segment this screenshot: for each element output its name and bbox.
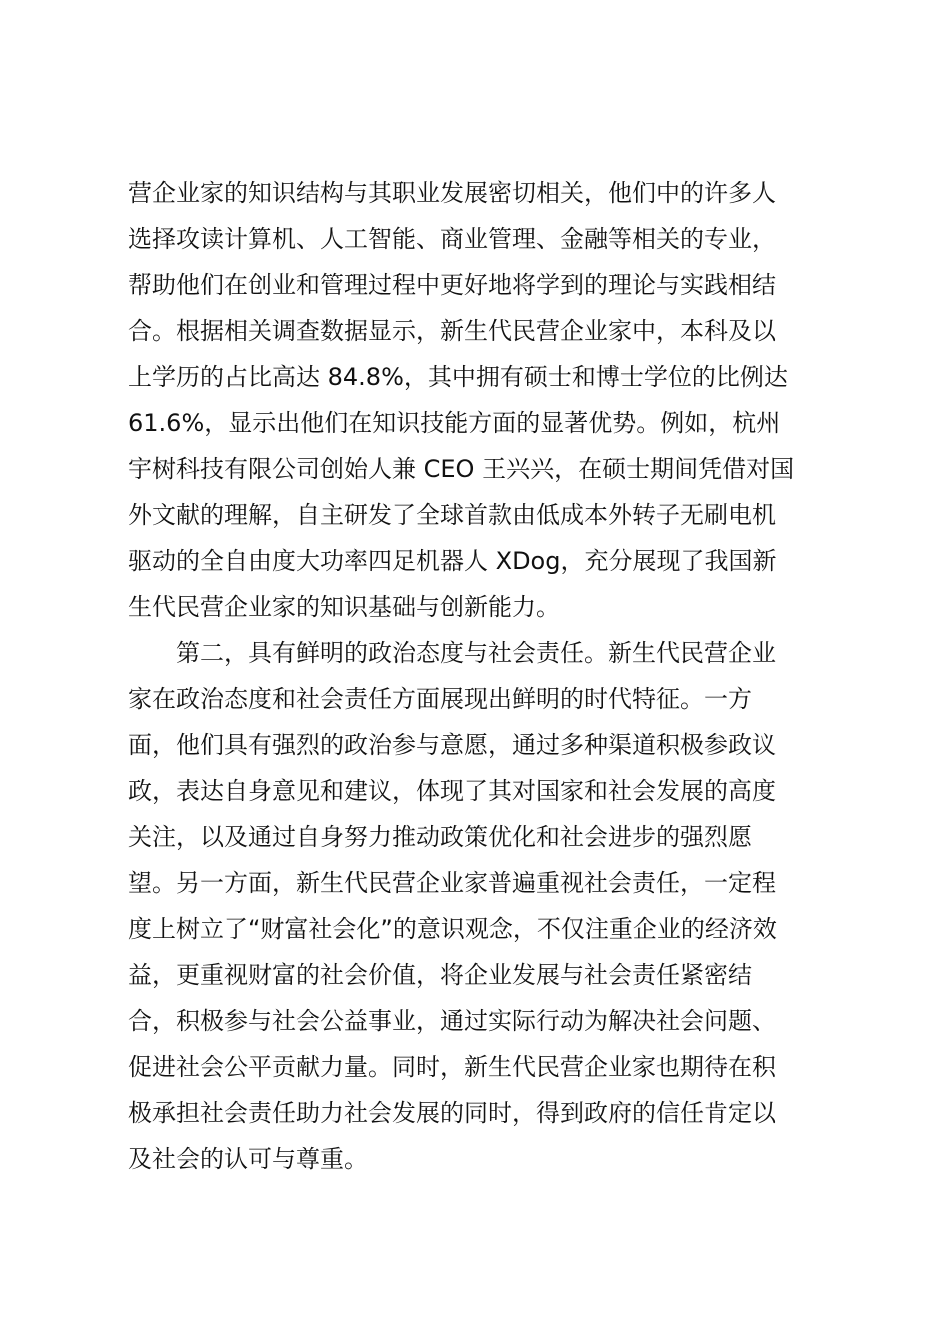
- paragraph-1-line-1: 营企业家的知识结构与其职业发展密切相关，他们中的许多人: [128, 179, 776, 207]
- paragraph-1-line-3: 帮助他们在创业和管理过程中更好地将学到的理论与实践相结: [128, 271, 776, 299]
- paragraph-1-line-8: 外文献的理解，自主研发了全球首款由低成本外转子无刷电机: [128, 501, 776, 529]
- paragraph-1-line-9: 驱动的全自由度大功率四足机器人 XDog，充分展现了我国新: [128, 547, 777, 575]
- paragraph-2-line-6: 望。另一方面，新生代民营企业家普遍重视社会责任，一定程: [128, 869, 776, 897]
- paragraph-1-line-5: 上学历的占比高达 84.8%，其中拥有硕士和博士学位的比例达: [128, 363, 788, 391]
- paragraph-1-line-6: 61.6%，显示出他们在知识技能方面的显著优势。例如，杭州: [128, 409, 781, 437]
- paragraph-2-line-1: 第二，具有鲜明的政治态度与社会责任。新生代民营企业: [176, 639, 776, 667]
- paragraph-2-line-10: 促进社会公平贡献力量。同时，新生代民营企业家也期待在积: [128, 1053, 776, 1081]
- paragraph-1-line-2: 选择攻读计算机、人工智能、商业管理、金融等相关的专业，: [128, 225, 776, 253]
- paragraph-1-line-7: 宇树科技有限公司创始人兼 CEO 王兴兴，在硕士期间凭借对国: [128, 455, 795, 483]
- paragraph-2-line-8: 益，更重视财富的社会价值，将企业发展与社会责任紧密结: [128, 961, 752, 989]
- paragraph-1-line-10: 生代民营企业家的知识基础与创新能力。: [128, 593, 560, 621]
- paragraph-2-line-2: 家在政治态度和社会责任方面展现出鲜明的时代特征。一方: [128, 685, 752, 713]
- paragraph-2-line-7: 度上树立了“财富社会化”的意识观念，不仅注重企业的经济效: [128, 915, 777, 943]
- paragraph-2-line-4: 政，表达自身意见和建议，体现了其对国家和社会发展的高度: [128, 777, 776, 805]
- paragraph-2-line-11: 极承担社会责任助力社会发展的同时，得到政府的信任肯定以: [128, 1099, 776, 1127]
- paragraph-2-line-5: 关注，以及通过自身努力推动政策优化和社会进步的强烈愿: [128, 823, 752, 851]
- paragraph-2-line-12: 及社会的认可与尊重。: [128, 1145, 368, 1173]
- paragraph-2-line-9: 合，积极参与社会公益事业，通过实际行动为解决社会问题、: [128, 1007, 776, 1035]
- paragraph-1-line-4: 合。根据相关调查数据显示，新生代民营企业家中，本科及以: [128, 317, 776, 345]
- paragraph-2-line-3: 面，他们具有强烈的政治参与意愿，通过多种渠道积极参政议: [128, 731, 776, 759]
